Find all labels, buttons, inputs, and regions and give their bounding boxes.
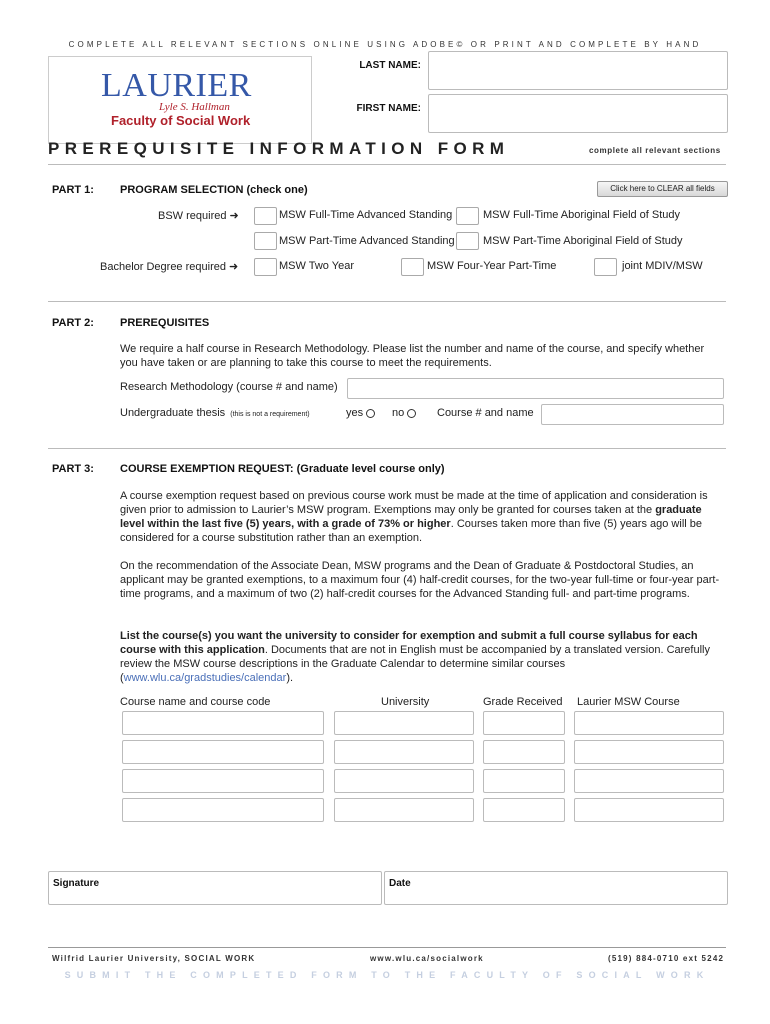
exemption-laurier-4[interactable] [574,798,724,822]
exemption-course-2[interactable] [122,740,324,764]
exemption-grade-1[interactable] [483,711,565,735]
thesis-note: (this is not a requirement) [230,411,310,418]
no-radio[interactable] [407,409,416,418]
research-field[interactable] [347,378,724,399]
submit-instruction: SUBMIT THE COMPLETED FORM TO THE FACULTY OF SOCIAL WORK [64,970,710,980]
divider [48,448,726,449]
thesis-label: Undergraduate thesis [120,407,226,419]
checkbox-pt-aboriginal[interactable] [456,232,479,250]
footer-url[interactable]: www.wlu.ca/socialwork [370,954,484,963]
form-title: PREREQUISITE INFORMATION FORM [48,139,510,158]
exemption-grade-4[interactable] [483,798,565,822]
para1-a: A course exemption request based on previous course work must be made at the time of application and consideration is given prior to admission to Laurier’s MSW program. Exemptions may only be granted for courses taken at the [120,490,708,516]
laurier-logo [48,56,312,144]
part2-heading: PREREQUISITES [120,317,210,329]
exemption-course-4[interactable] [122,798,324,822]
date-label: Date [389,878,411,889]
exemption-laurier-3[interactable] [574,769,724,793]
no-label: no [392,407,405,419]
logo-wordmark: LAURIER [101,67,252,104]
exemption-course-3[interactable] [122,769,324,793]
option-mdiv: joint MDIV/MSW [622,260,703,272]
exemption-laurier-1[interactable] [574,711,724,735]
option-ft-aboriginal: MSW Full-Time Aboriginal Field of Study [483,209,681,221]
last-name-label: LAST NAME: [359,60,421,71]
signature-field[interactable] [48,871,382,905]
checkbox-ft-aboriginal[interactable] [456,207,479,225]
col-grade: Grade Received [483,696,563,708]
part3-para2: On the recommendation of the Associate Dean, MSW programs and the Dean of Graduate & Postdoctoral Studies, an applicant may be granted exemptions, to a maximum four (4) half-credit courses, for the two-year full-time or four-year part-time programs, and a maximum of two (2) half-credit courses for the Advanced Standing full- and part-time programs. [120,560,720,600]
footer-divider [48,947,726,948]
part3-para1 [120,489,722,545]
exemption-grade-2[interactable] [483,740,565,764]
exemption-university-2[interactable] [334,740,474,764]
first-name-label: FIRST NAME: [356,103,421,114]
instruction-banner: COMPLETE ALL RELEVANT SECTIONS ONLINE USING ADOBE© OR PRINT AND COMPLETE BY HAND [68,40,702,49]
clear-fields-button[interactable]: Click here to CLEAR all fields [597,181,728,197]
bachelor-required-label: Bachelor Degree required ➜ [100,261,239,273]
para1-bold: graduate level within the last five (5) years, with a grade of 73% or higher [120,504,702,530]
option-pt-advanced: MSW Part-Time Advanced Standing [279,235,455,247]
checkbox-four-year-pt[interactable] [401,258,424,276]
footer-org: Wilfrid Laurier University, SOCIAL WORK [52,954,256,963]
para3-rest: . Documents that are not in English must be accompanied by a translated version. Carefully review the MSW course descriptions in the Graduate Calendar to determine similar courses ( [120,644,710,684]
part3-para3 [120,629,722,685]
course-label: Course # and name [437,407,534,419]
exemption-university-4[interactable] [334,798,474,822]
col-laurier-course: Laurier MSW Course [577,696,680,708]
para3-end: ). [286,672,294,684]
date-field[interactable] [384,871,728,905]
exemption-university-3[interactable] [334,769,474,793]
exemption-course-1[interactable] [122,711,324,735]
signature-label: Signature [53,878,100,889]
option-ft-advanced: MSW Full-Time Advanced Standing [279,209,453,221]
col-university: University [381,696,430,708]
part2-description: We require a half course in Research Methodology. Please list the number and name of the course, and specify whether you have taken or are planning to take this course to meet the requirements. [120,343,705,369]
exemption-laurier-2[interactable] [574,740,724,764]
col-course-name: Course name and course code [120,696,271,708]
para1-c: . Courses taken more than five (5) years ago will be considered for a course substitution rather than an exemption. [120,518,702,544]
part3-label: PART 3: [52,463,94,475]
part2-label: PART 2: [52,317,94,329]
first-name-field[interactable] [428,94,728,133]
form-subtitle: complete all relevant sections [589,146,721,155]
thesis-course-field[interactable] [541,404,724,425]
last-name-field[interactable] [428,51,728,90]
checkbox-ft-advanced[interactable] [254,207,277,225]
logo-sub: Lyle S. Hallman [159,101,230,113]
option-pt-aboriginal: MSW Part-Time Aboriginal Field of Study [483,235,683,247]
logo-faculty: Faculty of Social Work [111,113,251,128]
yes-radio[interactable] [366,409,375,418]
option-two-year: MSW Two Year [279,260,354,272]
footer-phone: (519) 884-0710 ext 5242 [608,954,725,963]
part1-heading: PROGRAM SELECTION (check one) [120,184,308,196]
option-four-year-pt: MSW Four-Year Part-Time [427,260,557,272]
part1-label: PART 1: [52,184,94,196]
exemption-grade-3[interactable] [483,769,565,793]
bsw-required-label: BSW required ➜ [158,210,239,222]
research-label: Research Methodology (course # and name) [120,381,338,393]
yes-option[interactable] [346,407,375,419]
para3-bold: List the course(s) you want the university to consider for exemption and submit a full course syllabus for each course with this application [120,630,698,656]
calendar-link[interactable]: www.wlu.ca/gradstudies/calendar [123,672,287,684]
checkbox-pt-advanced[interactable] [254,232,277,250]
checkbox-two-year[interactable] [254,258,277,276]
no-option[interactable] [392,407,416,419]
divider [48,164,726,165]
divider [48,301,726,302]
exemption-university-1[interactable] [334,711,474,735]
thesis-row [120,407,310,419]
yes-label: yes [346,407,364,419]
checkbox-mdiv[interactable] [594,258,617,276]
part3-heading: COURSE EXEMPTION REQUEST: (Graduate level course only) [120,463,445,475]
